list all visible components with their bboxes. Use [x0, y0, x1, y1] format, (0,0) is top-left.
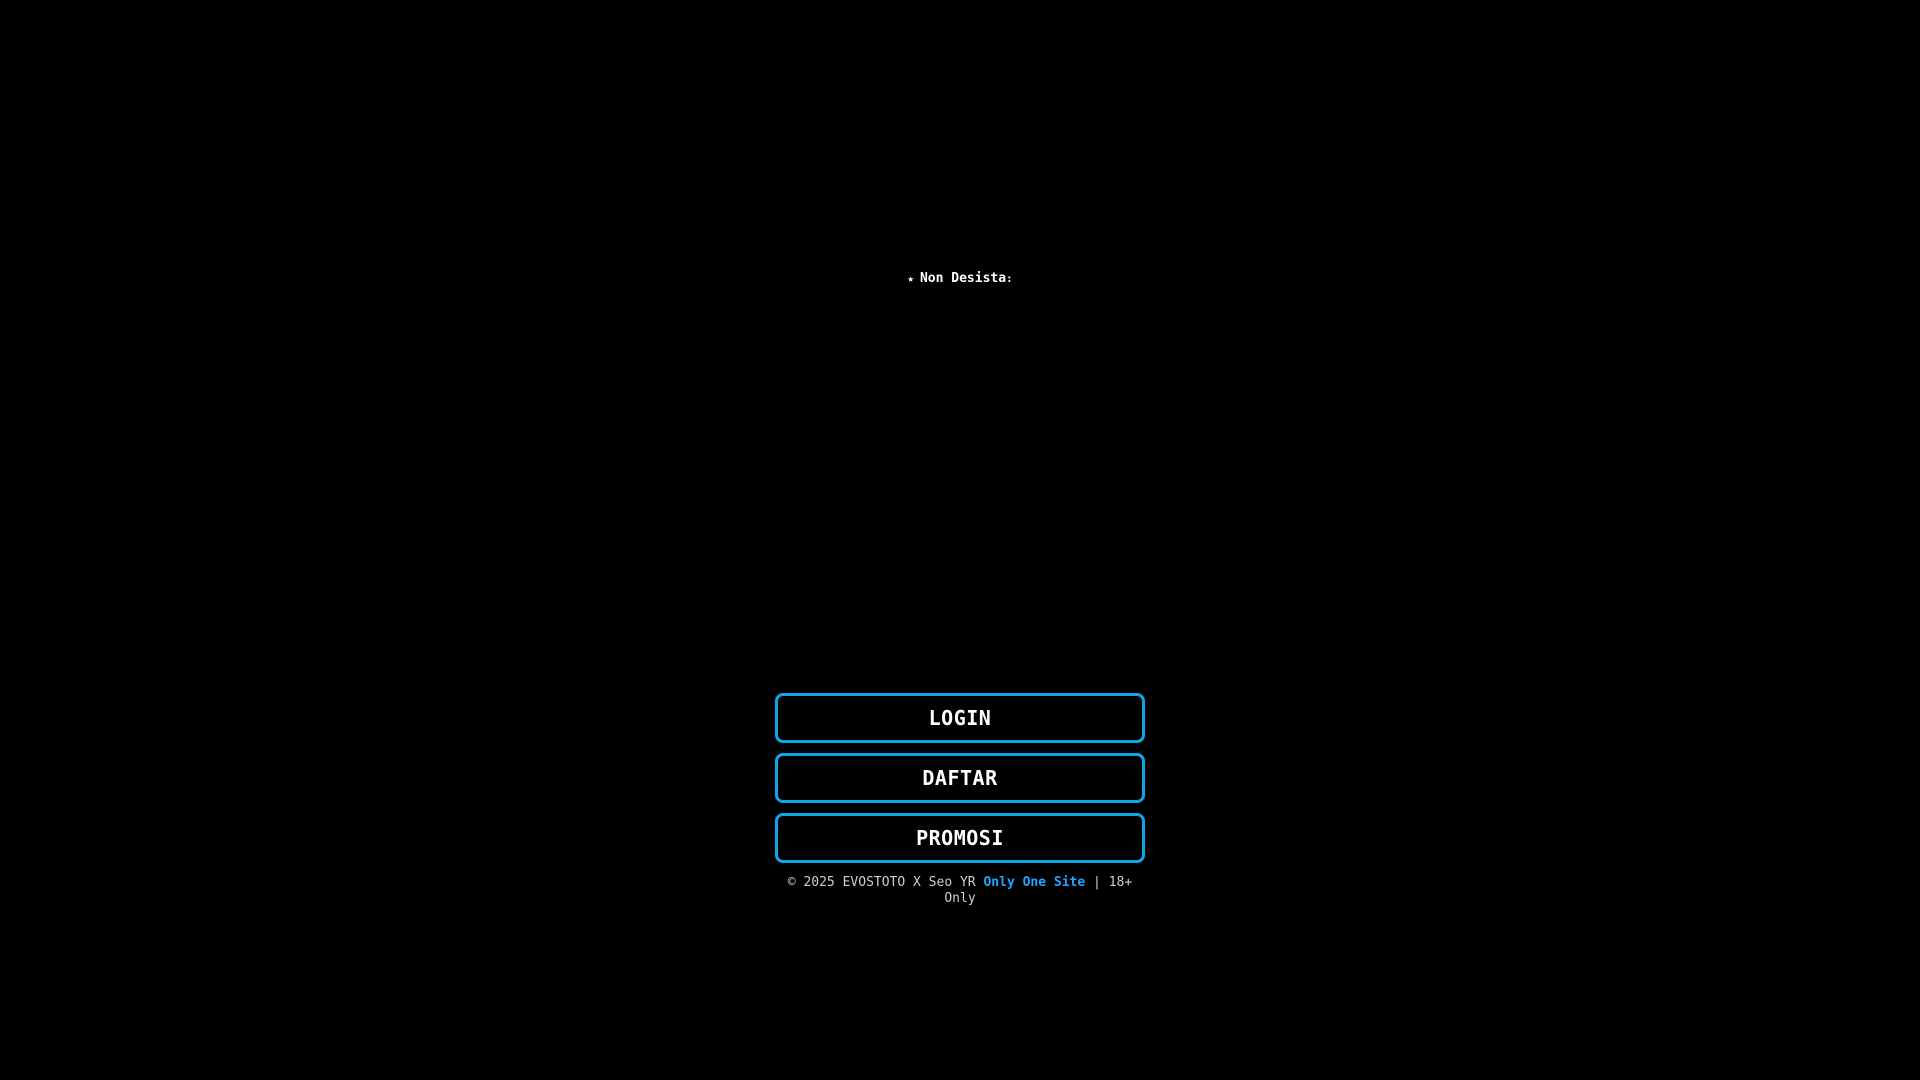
footer — [775, 875, 1145, 907]
star-icon: ★ — [907, 272, 914, 285]
login-button[interactable]: LOGIN — [775, 693, 1145, 743]
tagline — [0, 270, 1920, 288]
daftar-button[interactable]: DAFTAR — [775, 753, 1145, 803]
footer-copyright: © 2025 EVOSTOTO X Seo YR — [787, 875, 976, 890]
promosi-button[interactable]: PROMOSI — [775, 813, 1145, 863]
footer-link-only-one-site[interactable]: Only One Site — [983, 875, 1086, 890]
tagline-tail: : — [1006, 272, 1013, 285]
tagline-text: Non Desista — [919, 271, 1007, 286]
footer-suffix: | 18+ Only — [944, 875, 1133, 906]
main-menu — [775, 693, 1145, 863]
